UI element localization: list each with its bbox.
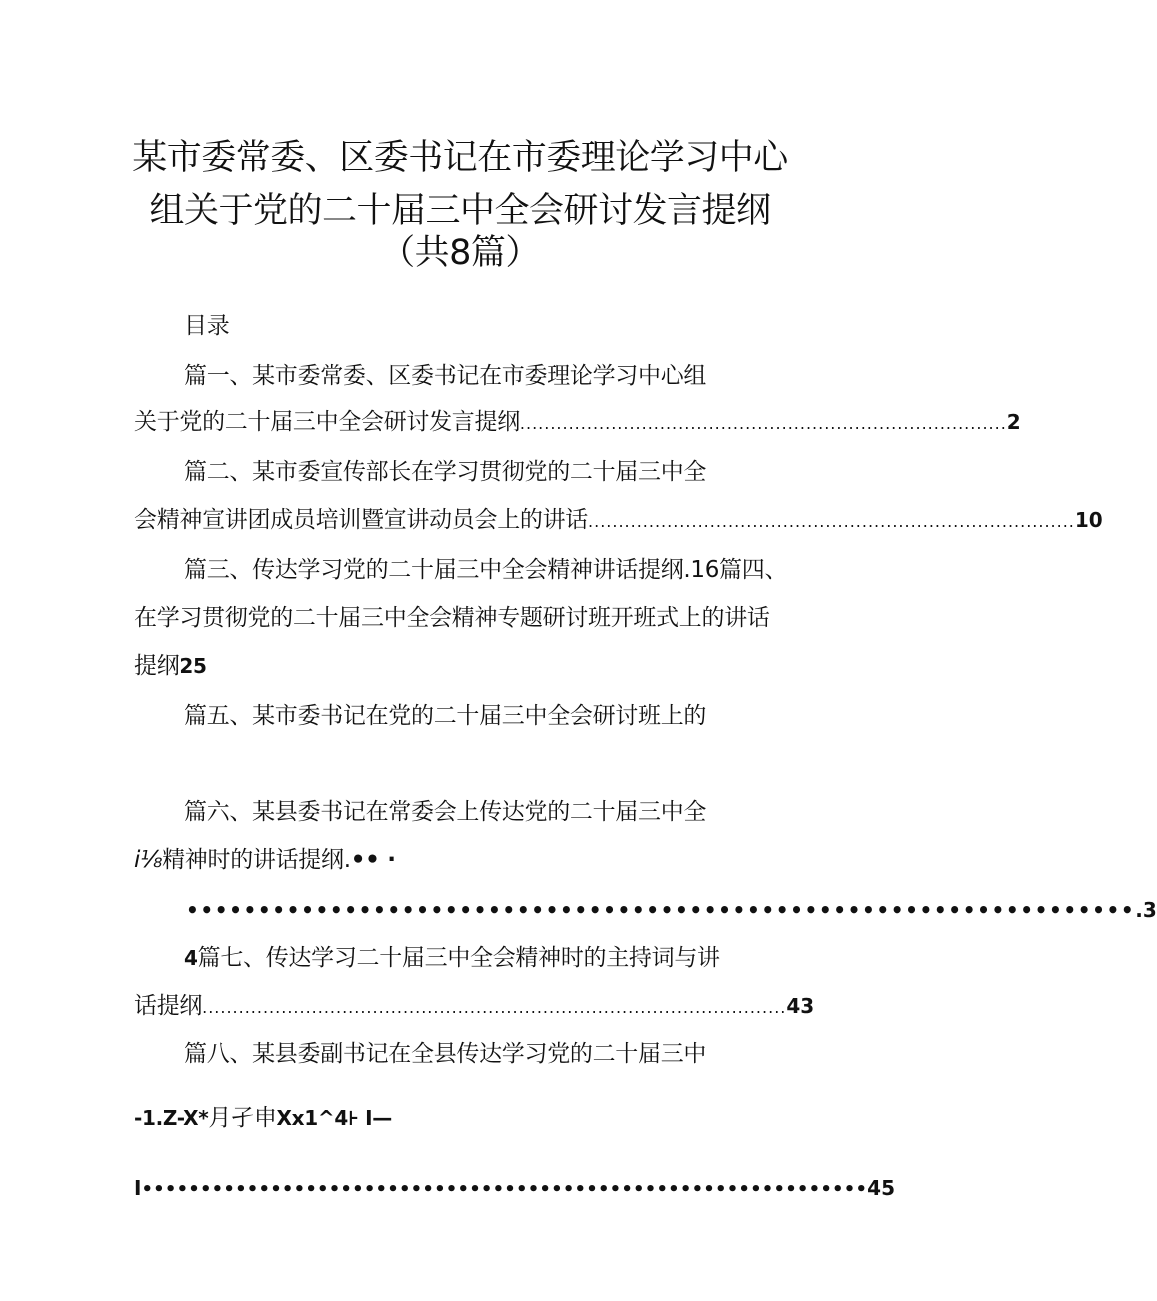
toc-entry-6-text: 精神时的讲话提纲. xyxy=(162,847,351,873)
toc-entry-8-leader: •••••••••••••••••••••••••••••••••••••••••••••••••••••••••••••• xyxy=(141,1179,868,1200)
toc-entry-6-dots: •• · xyxy=(350,847,396,873)
toc-entry-7-line-2 xyxy=(134,992,815,1022)
toc-entry-1-line-1: 篇一、某市委常委、区委书记在市委理论学习中心组 xyxy=(184,363,707,389)
title-line-1: 某市委常委、区委书记在市委理论学习中心 xyxy=(132,138,788,178)
toc-heading: 目录 xyxy=(184,313,230,339)
toc-entry-7-leader: ................................................................................................ xyxy=(202,998,787,1017)
toc-entry-4-line-2 xyxy=(134,652,207,680)
toc-entry-2-text: 会精神宣讲团成员培训暨宣讲动员会上的讲话 xyxy=(134,507,589,533)
toc-entry-6-line-2 xyxy=(134,846,396,874)
toc-entry-1-line-2 xyxy=(134,408,1021,438)
toc-entry-2-line-2 xyxy=(134,506,1103,536)
toc-entry-2-page: 10 xyxy=(1074,508,1103,532)
toc-entry-4-line-1: 在学习贯彻党的二十届三中全会精神专题研讨班开班式上的讲话 xyxy=(134,605,770,631)
toc-entry-8-garbled-1: -1.Z-X* xyxy=(134,1106,209,1130)
toc-entry-8-line-2 xyxy=(134,1104,392,1132)
toc-entry-6-garbled: i⅛ xyxy=(134,847,163,873)
toc-entry-8-garbled-2: 月孑申 xyxy=(208,1105,277,1131)
toc-entry-4-text: 提纲 xyxy=(134,653,180,679)
toc-entry-2-leader: ................................................................................ xyxy=(588,512,1075,531)
toc-entry-7-text: 篇七、传达学习二十届三中全会精神时的主持词与讲 xyxy=(197,945,720,971)
title-line-2: 组关于党的二十届三中全会研讨发言提纲 xyxy=(149,191,771,231)
toc-entry-1-leader: ................................................................................ xyxy=(519,414,1007,433)
toc-entry-6-line-3 xyxy=(186,896,1157,924)
toc-entry-8-page: 45 xyxy=(867,1176,895,1200)
toc-entry-6-page: .3 xyxy=(1135,898,1157,922)
toc-entry-5-line-1: 篇五、某市委书记在党的二十届三中全会研讨班上的 xyxy=(184,703,707,729)
toc-entry-8-line-3 xyxy=(134,1174,895,1204)
toc-entry-1-text: 关于党的二十届三中全会研讨发言提纲 xyxy=(134,409,520,435)
toc-entry-7-page: 43 xyxy=(786,994,815,1018)
toc-entry-3-line-1: 篇三、传达学习党的二十届三中全会精神讲话提纲.16篇四、 xyxy=(184,557,788,583)
title-line-3: （共8篇） xyxy=(380,233,540,273)
toc-entry-1-page: 2 xyxy=(1006,410,1021,434)
toc-entry-8-line-1: 篇八、某县委副书记在全县传达学习党的二十届三中 xyxy=(184,1041,707,1067)
toc-entry-7-prefix: 4 xyxy=(184,946,198,970)
toc-entry-2-line-1: 篇二、某市委宣传部长在学习贯彻党的二十届三中全 xyxy=(184,459,707,485)
toc-entry-7-text-2: 话提纲 xyxy=(134,993,203,1019)
toc-entry-4-page: 25 xyxy=(179,654,207,678)
toc-entry-8-garbled-4: ⊦ I— xyxy=(347,1106,393,1130)
toc-entry-6-leader: •••••••••••••••••••••••••••••••••••••••••••••••••••••••••••••••••• xyxy=(186,898,1136,922)
toc-entry-7-line-1 xyxy=(184,944,720,972)
toc-entry-8-bar: I xyxy=(134,1176,142,1200)
toc-entry-6-line-1: 篇六、某县委书记在常委会上传达党的二十届三中全 xyxy=(184,799,707,825)
toc-entry-8-garbled-3: Xx1^4 xyxy=(276,1106,348,1130)
